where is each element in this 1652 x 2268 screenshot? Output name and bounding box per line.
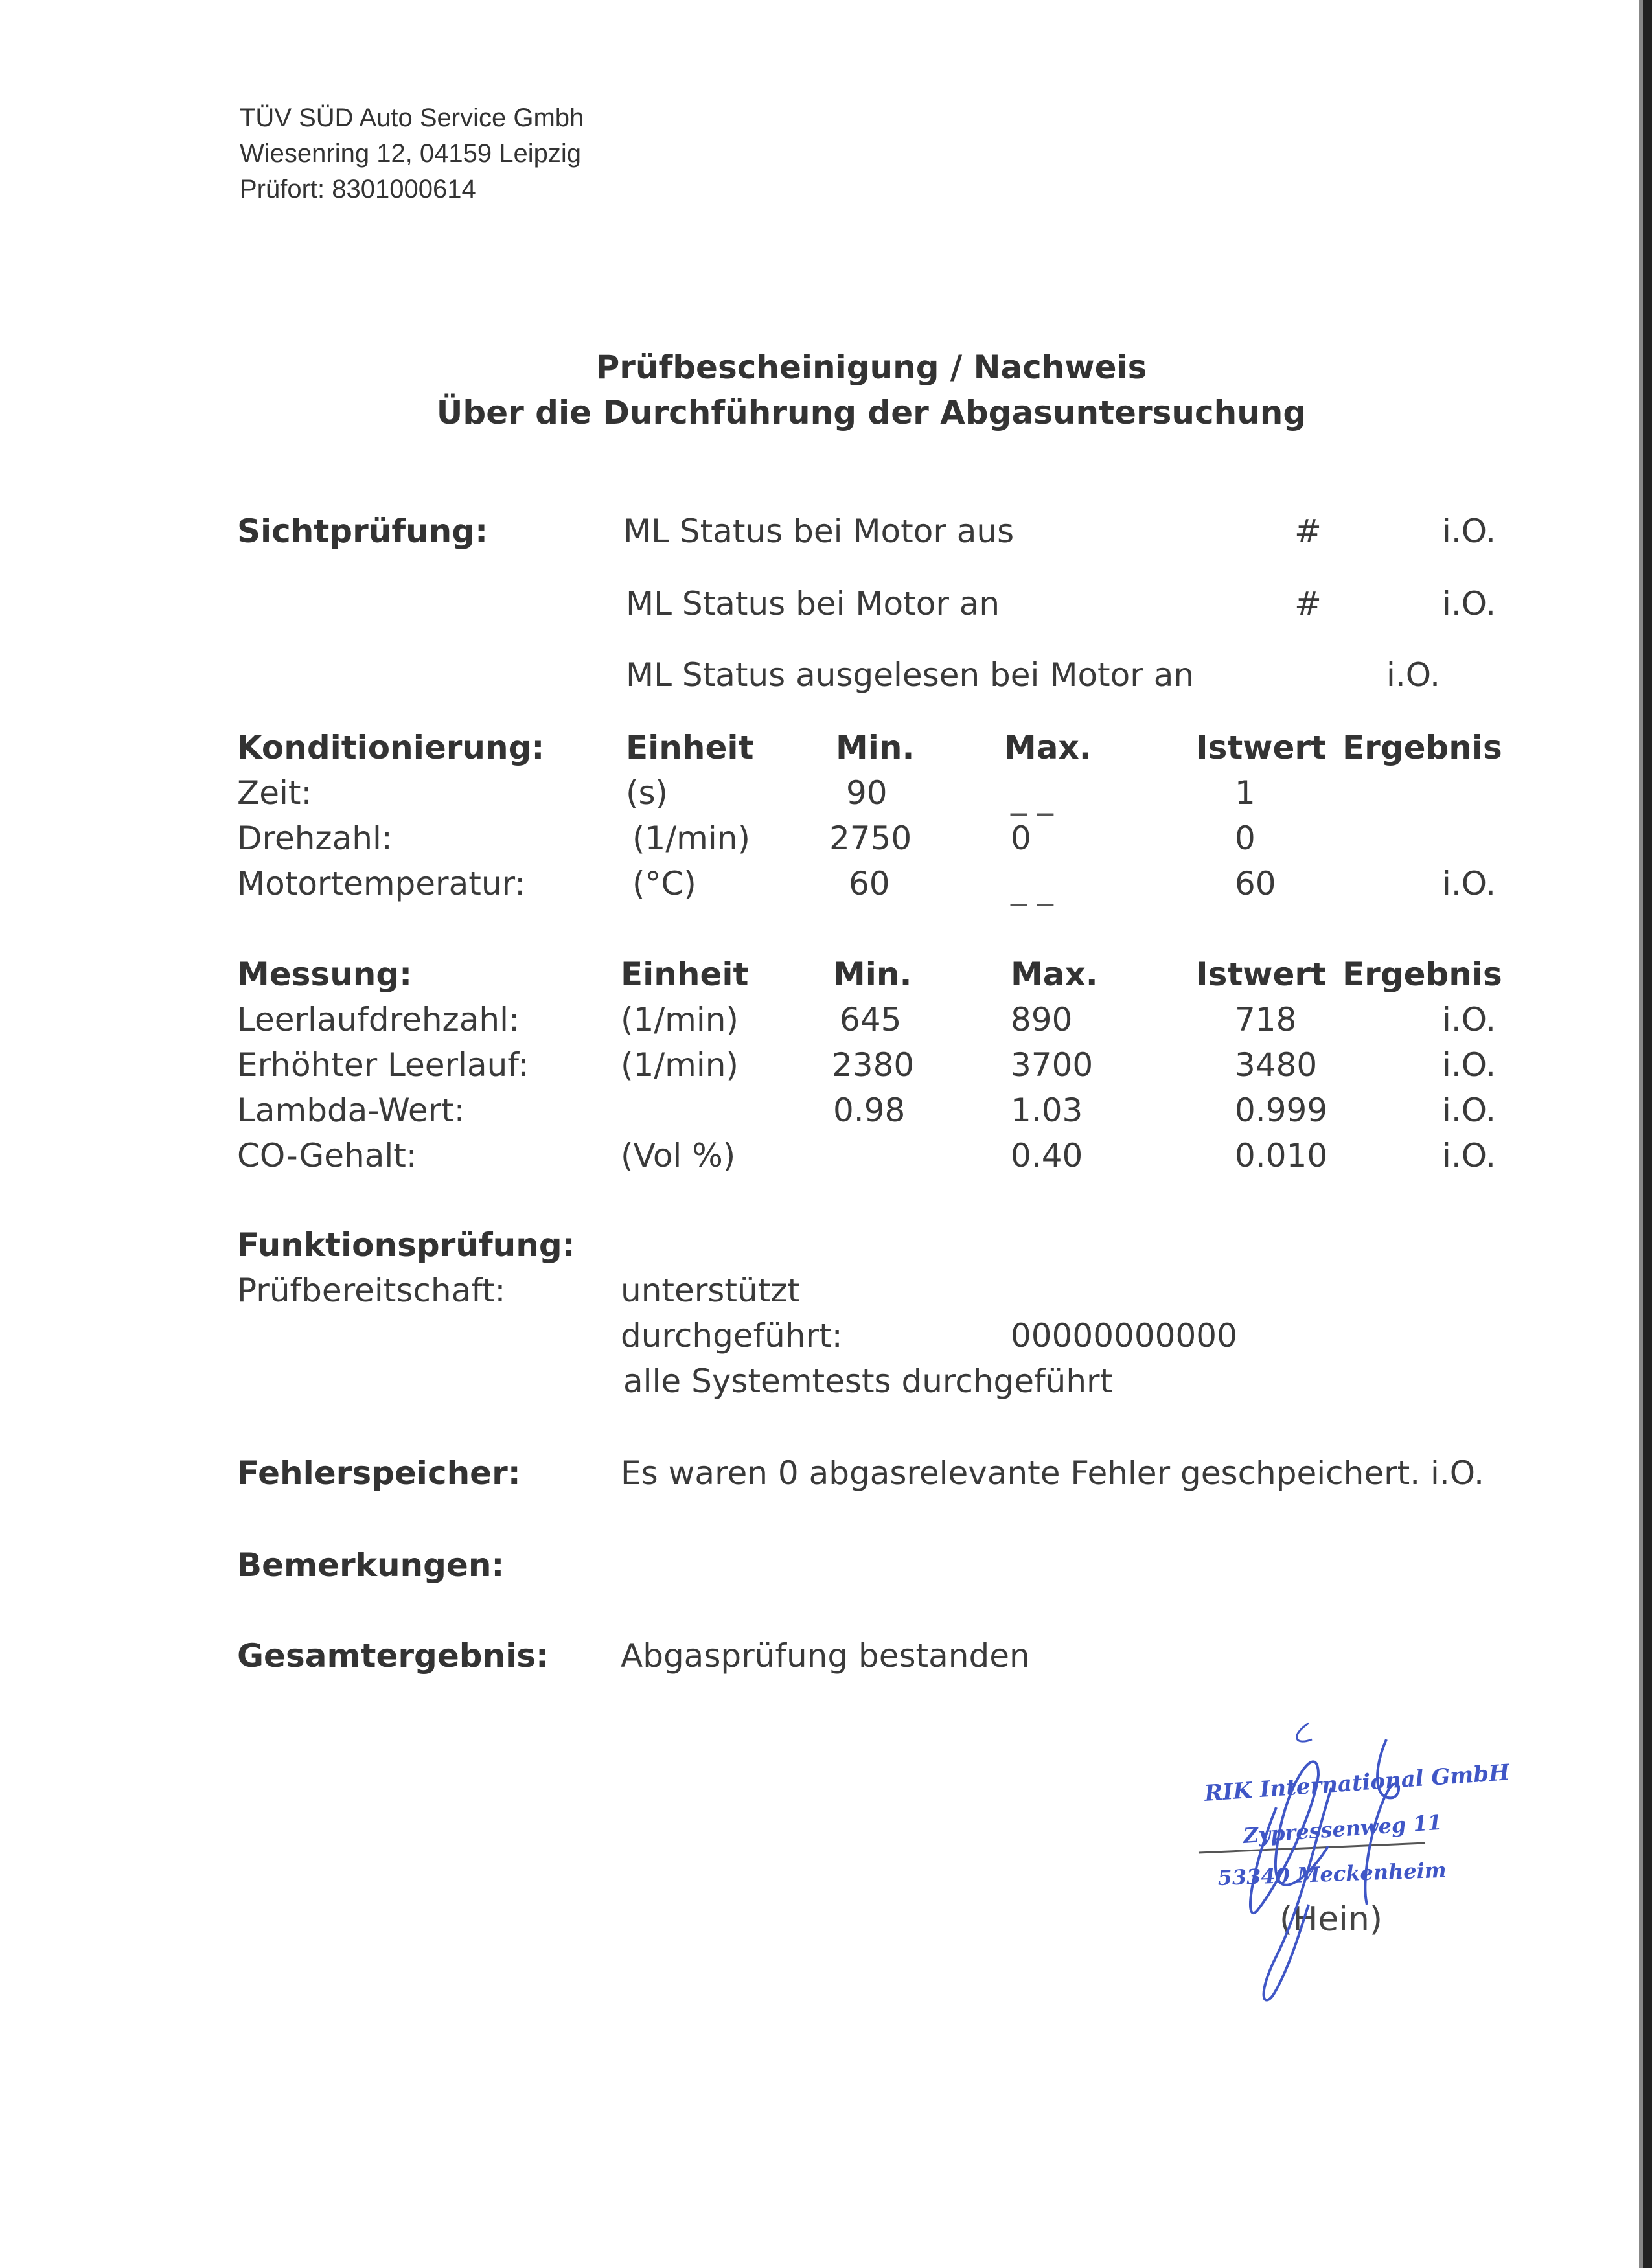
bemerkungen-label: Bemerkungen: [237,1546,505,1584]
pruefbereitschaft-label: Prüfbereitschaft: [237,1272,506,1309]
kond-row-zeit-ist: 1 [1235,774,1256,812]
mess-row-co-max: 0.40 [1011,1137,1083,1174]
mess-row-erhoeht-label: Erhöhter Leerlauf: [237,1046,529,1084]
signatory-name: (Hein) [1279,1900,1383,1939]
stamp-line-1: RIK International GmbH [1203,1759,1511,1807]
fehlerspeicher-label: Fehlerspeicher: [237,1454,521,1492]
mess-header-istwert: Istwert [1196,956,1326,993]
company-name: TÜV SÜD Auto Service Gmbh [240,104,584,132]
mess-row-co-label: CO-Gehalt: [237,1137,417,1174]
mess-row-leerlauf-result: i.O. [1442,1001,1497,1038]
mess-row-co-result: i.O. [1442,1137,1497,1174]
mess-row-erhoeht-result: i.O. [1442,1046,1497,1084]
sicht-row-2-result: i.O. [1442,585,1497,623]
kond-row-zeit-min: 90 [846,774,888,812]
signature-stroke-top [1296,1723,1312,1741]
funktion-durchgefuehrt-value: 00000000000 [1011,1317,1237,1355]
funktion-durchgefuehrt-label: durchgeführt: [621,1317,843,1355]
kond-row-zeit-unit: (s) [626,774,669,812]
kond-row-temp-unit: (°C) [632,865,696,902]
sicht-row-3-result: i.O. [1386,656,1441,694]
kond-header-ergebnis: Ergebnis [1342,729,1502,766]
mess-header-einheit: Einheit [621,956,749,993]
mess-row-leerlauf-unit: (1/min) [621,1001,739,1038]
stamp-line-2: Zypressenweg 11 [1242,1809,1443,1848]
kond-row-zeit-max: _ _ [1011,778,1053,816]
funktion-unterstuetzt: unterstützt [621,1272,801,1309]
kond-row-temp-result: i.O. [1442,865,1497,902]
signature-underline [1199,1843,1425,1853]
mess-header-ergebnis: Ergebnis [1342,956,1502,993]
mess-row-co-ist: 0.010 [1235,1137,1328,1174]
konditionierung-label: Konditionierung: [237,729,545,766]
mess-row-lambda-max: 1.03 [1011,1092,1083,1129]
company-address: Wiesenring 12, 04159 Leipzig [240,139,582,168]
kond-row-drehzahl-ist: 0 [1235,819,1256,857]
kond-row-temp-ist: 60 [1235,865,1276,902]
mess-row-lambda-ist: 0.999 [1235,1092,1328,1129]
kond-row-temp-max: _ _ [1011,869,1053,906]
company-stamp-signature [1179,1710,1646,2047]
sicht-row-1-result: i.O. [1442,512,1497,550]
kond-row-drehzahl-max: 0 [1011,819,1031,857]
mess-row-leerlauf-min: 645 [840,1001,902,1038]
kond-header-istwert: Istwert [1196,729,1326,766]
kond-row-temp-min: 60 [849,865,890,902]
mess-row-co-unit: (Vol %) [621,1137,736,1174]
funktion-systemtests: alle Systemtests durchgeführt [623,1362,1113,1400]
mess-row-lambda-min: 0.98 [833,1092,906,1129]
messung-label: Messung: [237,956,413,993]
mess-row-erhoeht-max: 3700 [1011,1046,1094,1084]
kond-row-drehzahl-min: 2750 [829,819,912,857]
kond-row-drehzahl-label: Drehzahl: [237,819,393,857]
mess-row-erhoeht-min: 2380 [832,1046,915,1084]
stamp-svg [1179,1710,1646,2047]
gesamtergebnis-label: Gesamtergebnis: [237,1637,549,1675]
document-subtitle: Über die Durchführung der Abgasuntersuchung [436,394,1307,431]
mess-row-leerlauf-max: 890 [1011,1001,1073,1038]
mess-header-max: Max. [1011,956,1098,993]
sichtpruefung-label: Sichtprüfung: [237,512,488,550]
mess-header-min: Min. [833,956,912,993]
mess-row-erhoeht-ist: 3480 [1235,1046,1318,1084]
document-title: Prüfbescheinigung / Nachweis [595,349,1147,386]
sicht-row-1-mark: # [1294,512,1322,550]
mess-row-leerlauf-label: Leerlaufdrehzahl: [237,1001,520,1038]
kond-row-drehzahl-unit: (1/min) [632,819,750,857]
sicht-row-2-mark: # [1294,585,1322,623]
fehlerspeicher-text: Es waren 0 abgasrelevante Fehler geschpeichert. i.O. [621,1454,1485,1492]
mess-row-lambda-result: i.O. [1442,1092,1497,1129]
kond-header-min: Min. [836,729,915,766]
kond-header-einheit: Einheit [626,729,754,766]
sicht-row-1-text: ML Status bei Motor aus [623,512,1015,550]
kond-row-temp-label: Motortemperatur: [237,865,526,902]
sicht-row-2-text: ML Status bei Motor an [626,585,1000,623]
stamp-line-3: 53340 Meckenheim [1217,1857,1447,1890]
test-location: Prüfort: 8301000614 [240,175,476,203]
mess-row-lambda-label: Lambda-Wert: [237,1092,465,1129]
mess-row-erhoeht-unit: (1/min) [621,1046,739,1084]
kond-header-max: Max. [1004,729,1092,766]
gesamtergebnis-text: Abgasprüfung bestanden [621,1637,1030,1675]
funktionspruefung-label: Funktionsprüfung: [237,1226,575,1264]
sicht-row-3-text: ML Status ausgelesen bei Motor an [626,656,1195,694]
kond-row-zeit-label: Zeit: [237,774,312,812]
mess-row-leerlauf-ist: 718 [1235,1001,1297,1038]
